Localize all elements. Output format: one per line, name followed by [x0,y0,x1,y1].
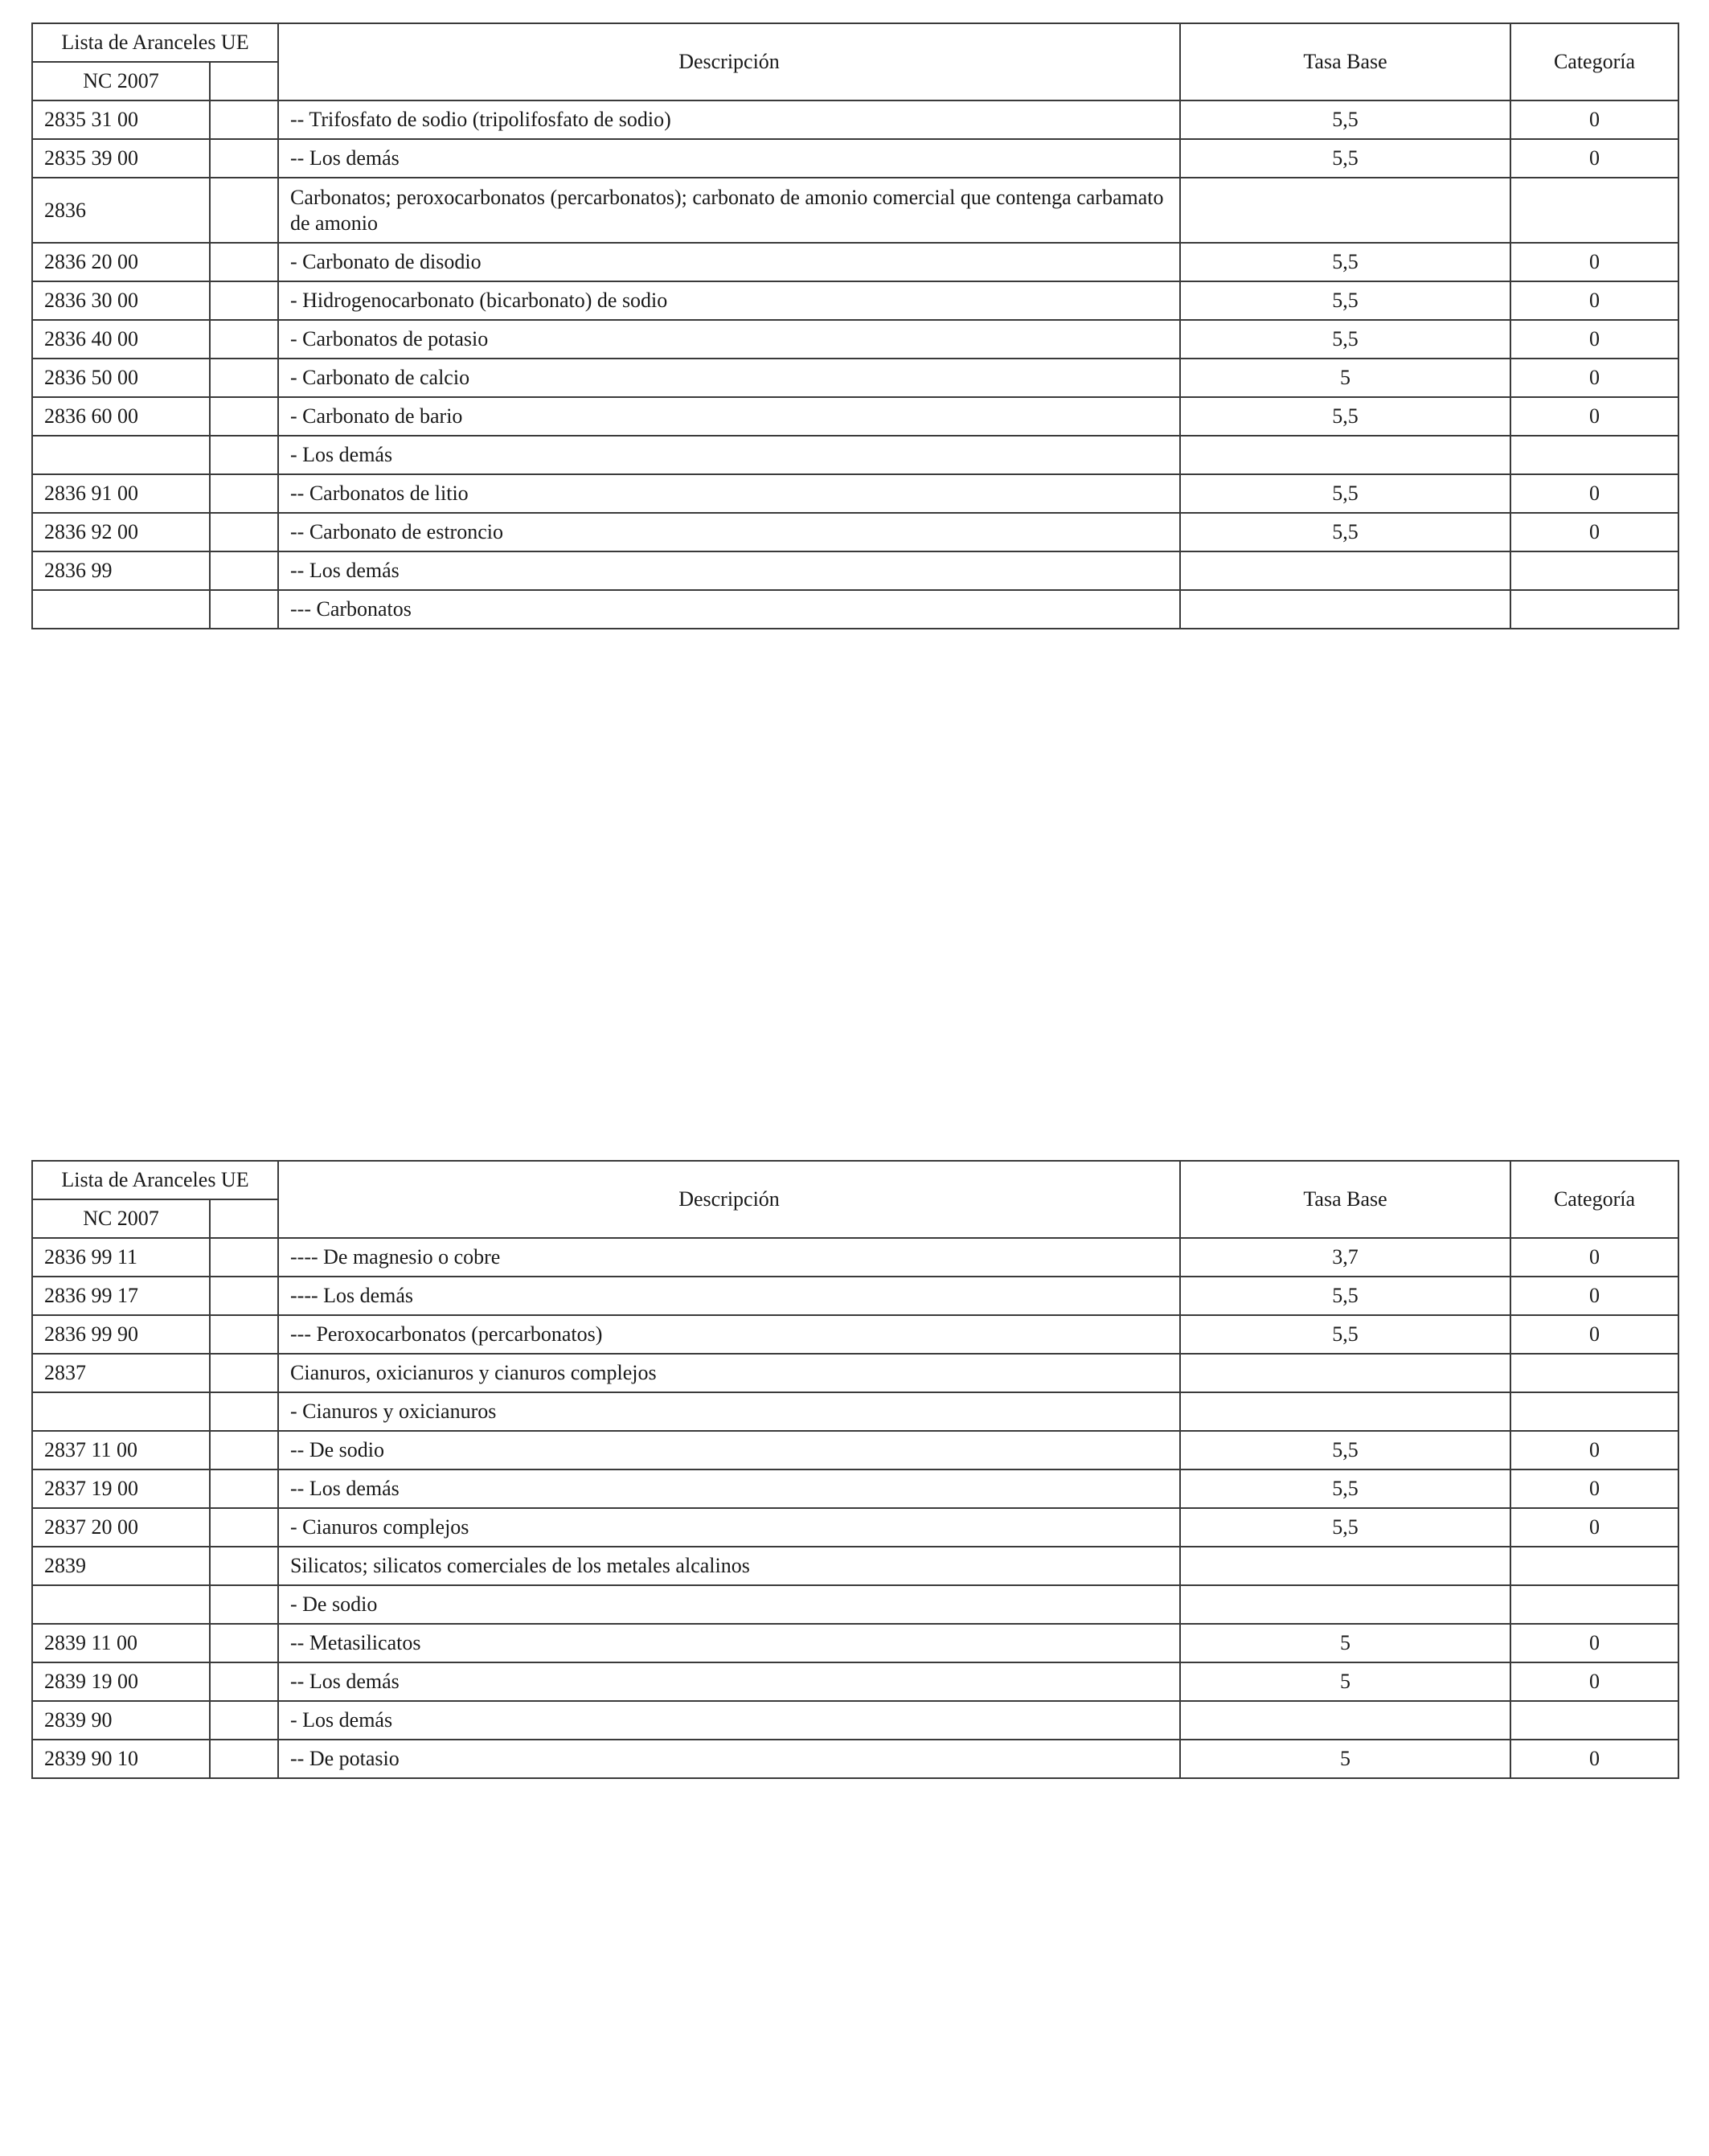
base-rate-cell [1180,436,1510,474]
description-cell: - Cianuros y oxicianuros [278,1392,1180,1431]
base-rate-cell: 5,5 [1180,1508,1510,1547]
base-rate-cell: 5,5 [1180,1469,1510,1508]
table-row [32,1624,1678,1662]
code-cell [32,1585,210,1624]
base-rate-cell [1180,1392,1510,1431]
category-cell: 0 [1510,1277,1678,1315]
description-cell: - Carbonato de bario [278,397,1180,436]
category-cell [1510,1547,1678,1585]
table-row [32,1662,1678,1701]
description-cell: -- Trifosfato de sodio (tripolifosfato de sodio) [278,100,1180,139]
code-cell: 2836 99 17 [32,1277,210,1315]
spacer-cell [210,590,278,629]
base-rate-cell [1180,1354,1510,1392]
category-cell: 0 [1510,281,1678,320]
category-cell: 0 [1510,1508,1678,1547]
category-cell [1510,1585,1678,1624]
table-row [32,281,1678,320]
spacer-cell [210,551,278,590]
table-row [32,1315,1678,1354]
base-rate-cell: 5,5 [1180,1431,1510,1469]
description-cell: ---- De magnesio o cobre [278,1238,1180,1277]
code-cell: 2836 50 00 [32,359,210,397]
spacer-cell [210,1624,278,1662]
table-row [32,590,1678,629]
spacer-cell [210,1740,278,1778]
spacer-cell [210,1277,278,1315]
tariff-table-1 [31,23,1679,629]
category-cell: 0 [1510,1624,1678,1662]
category-cell: 0 [1510,139,1678,178]
spacer-cell [210,100,278,139]
spacer-cell [210,1238,278,1277]
code-cell: 2839 90 10 [32,1740,210,1778]
category-cell [1510,1701,1678,1740]
base-rate-cell: 5,5 [1180,243,1510,281]
category-cell: 0 [1510,1740,1678,1778]
table-row [32,359,1678,397]
category-cell [1510,1392,1678,1431]
code-cell: 2836 [32,178,210,243]
category-header: Categoría [1510,1161,1678,1238]
spacer-cell [210,1354,278,1392]
base-rate-cell [1180,590,1510,629]
category-cell: 0 [1510,1662,1678,1701]
category-cell: 0 [1510,1315,1678,1354]
description-cell: -- De sodio [278,1431,1180,1469]
code-cell: 2837 19 00 [32,1469,210,1508]
table-row [32,1354,1678,1392]
description-cell: - Carbonatos de potasio [278,320,1180,359]
description-cell: --- Carbonatos [278,590,1180,629]
code-cell: 2836 92 00 [32,513,210,551]
base-rate-cell: 5,5 [1180,139,1510,178]
category-cell: 0 [1510,397,1678,436]
base-rate-cell [1180,1547,1510,1585]
code-cell [32,1392,210,1431]
base-rate-cell: 5,5 [1180,100,1510,139]
base-rate-cell: 5 [1180,1624,1510,1662]
description-cell: -- Carbonatos de litio [278,474,1180,513]
table-row [32,551,1678,590]
nc-header: NC 2007 [32,62,210,100]
code-cell: 2836 91 00 [32,474,210,513]
table-row [32,1547,1678,1585]
table-2-body [32,1238,1678,1778]
code-cell: 2839 19 00 [32,1662,210,1701]
category-cell: 0 [1510,474,1678,513]
table-row [32,1508,1678,1547]
category-cell: 0 [1510,359,1678,397]
description-cell: ---- Los demás [278,1277,1180,1315]
code-cell: 2836 30 00 [32,281,210,320]
tariff-table-2 [31,1160,1679,1779]
description-cell: -- Carbonato de estroncio [278,513,1180,551]
table-row [32,1392,1678,1431]
table-row [32,139,1678,178]
description-header: Descripción [278,1161,1180,1238]
spacer-cell [210,1431,278,1469]
spacer-cell [210,436,278,474]
code-cell: 2839 [32,1547,210,1585]
spacer-cell [210,1315,278,1354]
category-cell: 0 [1510,1469,1678,1508]
code-cell: 2837 11 00 [32,1431,210,1469]
base-rate-header: Tasa Base [1180,23,1510,100]
code-cell: 2837 [32,1354,210,1392]
base-rate-cell: 5 [1180,1662,1510,1701]
list-header: Lista de Aranceles UE [32,1161,278,1199]
category-cell: 0 [1510,1431,1678,1469]
description-cell: - De sodio [278,1585,1180,1624]
list-header: Lista de Aranceles UE [32,23,278,62]
description-cell: Silicatos; silicatos comerciales de los metales alcalinos [278,1547,1180,1585]
table-row [32,178,1678,243]
spacer-cell [210,243,278,281]
spacer-cell [210,1392,278,1431]
code-cell: 2836 99 11 [32,1238,210,1277]
table-row [32,397,1678,436]
description-cell: -- De potasio [278,1740,1180,1778]
table-row [32,1238,1678,1277]
category-cell [1510,178,1678,243]
spacer-cell [210,1469,278,1508]
spacer-cell [210,1547,278,1585]
table-row [32,436,1678,474]
spacer-cell [210,1701,278,1740]
table-row [32,1585,1678,1624]
description-cell: Cianuros, oxicianuros y cianuros complejos [278,1354,1180,1392]
description-cell: Carbonatos; peroxocarbonatos (percarbonatos); carbonato de amonio comercial que contenga carbamato de amonio [278,178,1180,243]
description-cell: --- Peroxocarbonatos (percarbonatos) [278,1315,1180,1354]
spacer-cell [210,178,278,243]
base-rate-cell: 5,5 [1180,397,1510,436]
code-cell [32,436,210,474]
table-row [32,320,1678,359]
base-rate-cell: 5 [1180,359,1510,397]
nc-header: NC 2007 [32,1199,210,1238]
category-cell: 0 [1510,513,1678,551]
description-cell: - Los demás [278,1701,1180,1740]
spacer-cell [210,281,278,320]
base-rate-cell: 5,5 [1180,1315,1510,1354]
spacer-cell [210,474,278,513]
spacer-cell [210,139,278,178]
base-rate-cell: 3,7 [1180,1238,1510,1277]
code-cell: 2836 20 00 [32,243,210,281]
base-rate-cell: 5,5 [1180,474,1510,513]
category-cell: 0 [1510,320,1678,359]
table-row [32,1431,1678,1469]
base-rate-cell: 5,5 [1180,1277,1510,1315]
nc-blank-header [210,1199,278,1238]
spacer-cell [210,513,278,551]
category-cell: 0 [1510,100,1678,139]
category-cell [1510,436,1678,474]
description-cell: -- Los demás [278,1662,1180,1701]
base-rate-cell [1180,178,1510,243]
description-cell: -- Los demás [278,1469,1180,1508]
table-row [32,513,1678,551]
code-cell: 2835 39 00 [32,139,210,178]
base-rate-header: Tasa Base [1180,1161,1510,1238]
category-cell: 0 [1510,1238,1678,1277]
category-header: Categoría [1510,23,1678,100]
table-1-body [32,100,1678,629]
spacer-cell [210,320,278,359]
description-cell: - Cianuros complejos [278,1508,1180,1547]
base-rate-cell: 5,5 [1180,320,1510,359]
code-cell: 2837 20 00 [32,1508,210,1547]
description-cell: -- Metasilicatos [278,1624,1180,1662]
code-cell: 2836 99 90 [32,1315,210,1354]
description-cell: -- Los demás [278,139,1180,178]
spacer-cell [210,397,278,436]
spacer-cell [210,1662,278,1701]
code-cell: 2836 60 00 [32,397,210,436]
spacer-cell [210,359,278,397]
base-rate-cell [1180,551,1510,590]
table-row [32,474,1678,513]
description-cell: - Hidrogenocarbonato (bicarbonato) de sodio [278,281,1180,320]
category-cell [1510,590,1678,629]
base-rate-cell [1180,1585,1510,1624]
nc-blank-header [210,62,278,100]
table-row [32,243,1678,281]
description-cell: - Los demás [278,436,1180,474]
description-cell: - Carbonato de disodio [278,243,1180,281]
table-row [32,1701,1678,1740]
code-cell: 2839 11 00 [32,1624,210,1662]
base-rate-cell: 5,5 [1180,513,1510,551]
code-cell: 2835 31 00 [32,100,210,139]
table-row [32,1740,1678,1778]
description-cell: - Carbonato de calcio [278,359,1180,397]
spacer-cell [210,1585,278,1624]
description-header: Descripción [278,23,1180,100]
base-rate-cell: 5,5 [1180,281,1510,320]
category-cell [1510,1354,1678,1392]
table-row [32,1469,1678,1508]
table-row [32,100,1678,139]
base-rate-cell [1180,1701,1510,1740]
code-cell: 2836 40 00 [32,320,210,359]
category-cell [1510,551,1678,590]
description-cell: -- Los demás [278,551,1180,590]
table-row [32,1277,1678,1315]
spacer-cell [210,1508,278,1547]
code-cell [32,590,210,629]
base-rate-cell: 5 [1180,1740,1510,1778]
category-cell: 0 [1510,243,1678,281]
code-cell: 2839 90 [32,1701,210,1740]
code-cell: 2836 99 [32,551,210,590]
